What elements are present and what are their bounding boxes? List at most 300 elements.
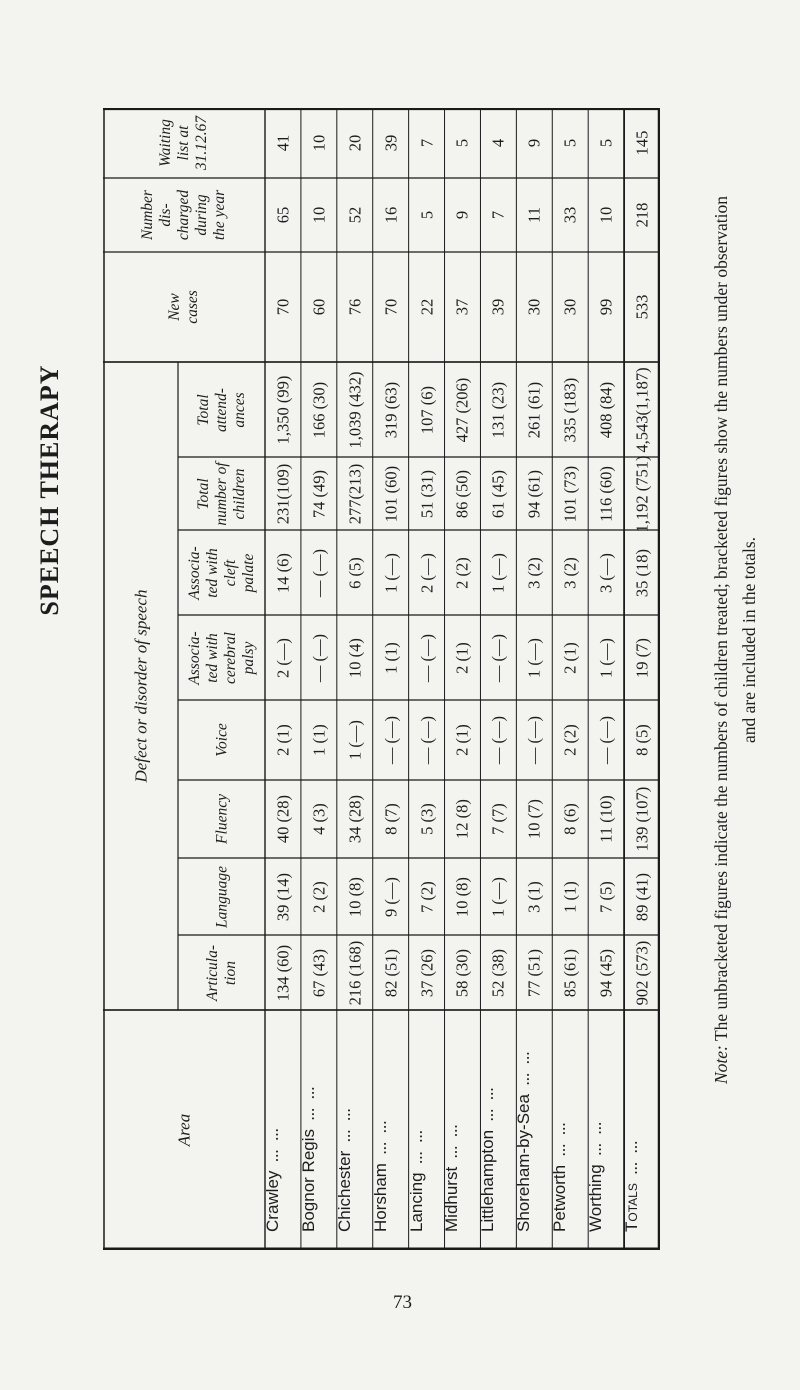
cell-total-attendances-text: 4,543(1,187) [632,366,652,453]
cell-language [445,858,481,935]
page-title [10,0,90,1390]
cell-waiting-list [265,108,301,178]
cell-cleft-palate [480,530,516,615]
cell-total-attendances-text: 408 (84) [596,381,616,438]
cell-total-children-text: 231(109) [273,463,293,524]
cell-voice [516,700,552,780]
cell-fluency-text: 34 (28) [345,794,365,844]
header-waiting-list [103,108,265,178]
area-name: Bognor Regis [298,1128,318,1232]
cell-articulation [373,935,409,1010]
cell-discharged-text: 11 [524,207,544,223]
header-new-cases [103,252,265,362]
cell-voice [409,700,445,780]
cell-discharged [552,178,588,252]
cell-new-cases [373,252,409,362]
cell-fluency [373,780,409,858]
cell-new-cases-text: 37 [452,298,472,316]
cell-waiting-list-text: 20 [345,134,365,152]
leader-dots: ... ... [298,1086,318,1129]
cell-waiting-list-text: 5 [560,138,580,148]
cell-language [337,858,373,935]
area-name-cell [406,1010,445,1250]
cell-new-cases [445,252,481,362]
cell-language-text: 39 (14) [273,872,293,921]
cell-cerebral-palsy-text: 19 (7) [632,637,652,678]
cell-total-children-text: 101 (73) [560,465,580,522]
leader-dots: ... ... [334,1108,354,1151]
cell-total-children [265,457,301,530]
footnote-label: Note: [711,1045,731,1084]
cell-total-attendances [624,362,660,457]
cell-articulation-text: 216 (168) [345,940,365,1005]
cell-language [265,858,301,935]
cell-voice [445,700,481,780]
cell-cleft-palate [301,530,337,615]
cell-new-cases [409,252,445,362]
cell-discharged [445,178,481,252]
cell-cerebral-palsy [409,615,445,700]
cell-new-cases-text: 22 [417,298,437,316]
cell-total-children-text: 94 (61) [524,469,544,518]
area-name-cell [624,1010,660,1250]
cell-language [516,858,552,935]
cell-total-children [301,457,337,530]
cell-cleft-palate-text: 35 (18) [632,548,652,597]
cell-cerebral-palsy [445,615,481,700]
cell-language [552,858,588,935]
footnote [680,0,790,1390]
cell-discharged [265,178,301,252]
cell-discharged [301,178,337,252]
cell-articulation [301,935,337,1010]
cell-total-children-text: 277(213) [345,463,365,524]
cell-cleft-palate [516,530,552,615]
area-name: Worthing [586,1164,606,1232]
area-name: Littlehampton [478,1129,498,1232]
cell-new-cases [301,252,337,362]
cell-cleft-palate-text: 1 (—) [381,552,401,593]
footnote-line-2: and are included in the totals. [739,536,759,744]
cell-cleft-palate [445,530,481,615]
cell-voice-text: — (—) [596,715,616,765]
cell-fluency [552,780,588,858]
cell-articulation-text: 77 (51) [524,948,544,997]
cell-language [373,858,409,935]
cell-cerebral-palsy-text: — (—) [488,633,508,682]
area-name: Lancing [406,1172,426,1232]
cell-cleft-palate [373,530,409,615]
cell-fluency [265,780,301,858]
cell-articulation-text: 85 (61) [560,948,580,997]
cell-new-cases-text: 70 [273,298,293,316]
cell-cleft-palate [552,530,588,615]
cell-cerebral-palsy-text: 2 (1) [452,641,472,674]
area-name: Midhurst [442,1166,462,1232]
cell-waiting-list-text: 5 [452,138,472,148]
header-total-attendances [178,362,265,457]
cell-language-text: 3 (1) [524,880,544,913]
cell-discharged-text: 5 [417,210,437,220]
cell-cleft-palate [588,530,624,615]
cell-cerebral-palsy-text: 10 (4) [345,637,365,678]
cell-fluency-text: 8 (6) [560,803,580,835]
cell-cerebral-palsy [480,615,516,700]
cell-articulation-text: 902 (573) [632,940,652,1005]
cell-cerebral-palsy [301,615,337,700]
cell-discharged-text: 65 [273,206,293,224]
cell-discharged [624,178,660,252]
cell-fluency [337,780,373,858]
cell-language-text: 7 (5) [596,880,616,913]
cell-articulation [588,935,624,1010]
header-voice-text: Voice [213,723,230,757]
cell-voice-text: — (—) [417,715,437,765]
cell-voice [480,700,516,780]
cell-fluency-text: 7 (7) [488,803,508,835]
header-total-attendances-text: Total attend- ances [194,387,248,432]
cell-waiting-list [373,108,409,178]
area-name-cell [370,1010,409,1250]
cell-total-attendances [480,362,516,457]
cell-cerebral-palsy [552,615,588,700]
cell-total-attendances-text: 1,350 (99) [273,375,293,444]
cell-total-attendances [337,362,373,457]
cell-waiting-list [409,108,445,178]
cell-cerebral-palsy-text: 2 (—) [273,637,293,678]
cell-total-attendances [373,362,409,457]
cell-fluency [445,780,481,858]
header-area-text: Area [174,1113,194,1147]
cell-cleft-palate-text: 3 (—) [596,552,616,593]
header-articulation [178,935,265,1010]
cell-cerebral-palsy-text: 1 (1) [381,641,401,674]
leader-dots: ... ... [550,1122,570,1165]
cell-cerebral-palsy [265,615,301,700]
cell-fluency-text: 12 (8) [452,799,472,839]
cell-discharged-text: 10 [309,206,329,224]
cell-total-attendances-text: 131 (23) [488,381,508,438]
cell-waiting-list-text: 9 [524,138,544,148]
footnote-line-1: The unbracketed figures indicate the numbers of children treated; bracketed figures show the numbers under observation [711,196,731,1042]
area-name: Petworth [550,1164,570,1232]
page-title-text: SPEECH THERAPY [35,364,64,616]
cell-waiting-list-text: 145 [632,130,652,156]
cell-articulation [409,935,445,1010]
cell-articulation [265,935,301,1010]
cell-cerebral-palsy-text: 2 (1) [560,641,580,674]
cell-language-text: 1 (1) [560,880,580,913]
area-name-cell [442,1010,481,1250]
header-total-children-text: Total number of children [194,461,248,526]
header-defect-group-text: Defect or disorder of speech [131,589,150,783]
cell-total-children-text: 51 (31) [417,469,437,518]
cell-voice-text: 8 (5) [632,724,652,756]
cell-discharged-text: 52 [345,206,365,224]
header-language-text: Language [213,865,230,928]
page-number: 73 [393,1292,412,1313]
cell-articulation [445,935,481,1010]
cell-new-cases-text: 30 [560,298,580,316]
area-name-cell [588,1010,624,1250]
cell-discharged-text: 218 [632,202,652,228]
cell-voice-text: 2 (2) [560,724,580,756]
cell-articulation-text: 94 (45) [596,948,616,997]
cell-fluency-text: 11 (10) [596,795,616,843]
leader-dots: ... ... [622,1140,642,1184]
cell-discharged-text: 33 [560,206,580,224]
area-name: Horsham [370,1163,390,1232]
cell-articulation-text: 67 (43) [309,948,329,997]
cell-waiting-list [516,108,552,178]
cell-new-cases-text: 99 [596,298,616,316]
header-voice [178,700,265,780]
cell-total-attendances-text: 166 (30) [309,381,329,438]
cell-discharged-text: 16 [381,206,401,224]
cell-articulation-text: 58 (30) [452,948,472,997]
cell-total-attendances [409,362,445,457]
cell-cerebral-palsy-text: 1 (—) [524,637,544,678]
cell-cleft-palate-text: 2 (—) [417,552,437,593]
cell-new-cases [265,252,301,362]
cell-language-text: 7 (2) [417,880,437,913]
cell-language-text: 2 (2) [309,880,329,913]
cell-cerebral-palsy-text: — (—) [417,633,437,682]
cell-voice-text: — (—) [381,715,401,765]
cell-waiting-list [301,108,337,178]
cell-cleft-palate-text: 6 (5) [345,556,365,589]
header-waiting-list-text: Waiting list at 31.12.67 [157,115,210,171]
cell-cleft-palate-text: 2 (2) [452,556,472,589]
leader-dots: ... ... [586,1121,606,1165]
cell-total-children [337,457,373,530]
cell-language-text: 9 (—) [381,876,401,917]
cell-new-cases-text: 60 [309,298,329,316]
header-fluency-text: Fluency [213,794,230,844]
cell-articulation [516,935,552,1010]
header-cleft-palate [178,530,265,615]
cell-fluency-text: 5 (3) [417,803,437,835]
cell-fluency-text: 40 (28) [273,794,293,844]
cell-cerebral-palsy [516,615,552,700]
area-name: Shoreham-by-Sea [514,1094,534,1232]
cell-total-children-text: 101 (60) [381,465,401,522]
header-cerebral-palsy-text: Associa- ted with cerebral palsy [185,630,257,685]
cell-voice-text: — (—) [524,715,544,765]
cell-total-children [588,457,624,530]
cell-new-cases [588,252,624,362]
header-cleft-palate-text: Associa- ted with cleft palate [185,545,257,600]
cell-fluency [588,780,624,858]
cell-total-attendances [516,362,552,457]
cell-total-attendances-text: 1,039 (432) [345,371,365,448]
cell-total-attendances-text: 261 (61) [524,381,544,438]
cell-discharged [588,178,624,252]
cell-articulation-text: 52 (38) [488,948,508,997]
cell-total-attendances-text: 427 (206) [452,377,472,442]
cell-total-children [624,457,660,530]
cell-waiting-list-text: 10 [309,134,329,152]
cell-new-cases [516,252,552,362]
header-area [103,1010,265,1250]
cell-discharged [516,178,552,252]
cell-voice-text: 1 (1) [309,724,329,756]
cell-total-children-text: 116 (60) [596,465,616,522]
cell-voice [373,700,409,780]
cell-discharged-text: 7 [488,210,508,220]
cell-new-cases-text: 76 [345,298,365,316]
leader-dots: ... ... [514,1051,534,1095]
leader-dots: ... ... [442,1124,462,1167]
cell-new-cases [624,252,660,362]
cell-fluency-text: 10 (7) [524,799,544,839]
cell-discharged [337,178,373,252]
cell-total-children [516,457,552,530]
cell-total-children [373,457,409,530]
cell-total-children [445,457,481,530]
cell-cleft-palate-text: 14 (6) [273,552,293,593]
cell-waiting-list [552,108,588,178]
cell-total-children-text: 61 (45) [488,469,508,518]
cell-waiting-list [480,108,516,178]
cell-fluency-text: 8 (7) [381,803,401,835]
header-language [178,858,265,935]
leader-dots: ... ... [262,1128,282,1171]
cell-new-cases-text: 70 [381,298,401,316]
cell-new-cases-text: 533 [632,294,652,320]
header-cerebral-palsy [178,615,265,700]
cell-fluency-text: 4 (3) [309,803,329,835]
cell-discharged-text: 9 [452,210,472,220]
cell-voice [301,700,337,780]
cell-language [409,858,445,935]
cell-language-text: 10 (8) [452,876,472,917]
cell-articulation [552,935,588,1010]
cell-fluency [480,780,516,858]
cell-total-children-text: 1,192 (751) [632,455,652,532]
area-name-cell [298,1010,337,1250]
cell-discharged [480,178,516,252]
area-name-cell [262,1010,301,1250]
cell-fluency [409,780,445,858]
cell-articulation [480,935,516,1010]
cell-voice [624,700,660,780]
cell-waiting-list [624,108,660,178]
cell-new-cases-text: 39 [488,298,508,316]
cell-total-attendances [588,362,624,457]
cell-voice [588,700,624,780]
cell-cleft-palate-text: 3 (2) [560,556,580,589]
cell-total-attendances [265,362,301,457]
cell-cleft-palate [265,530,301,615]
cell-voice-text: — (—) [488,715,508,765]
area-name-cell [552,1010,588,1250]
cell-total-children-text: 86 (50) [452,469,472,518]
area-name-cell [334,1010,373,1250]
cell-total-children-text: 74 (49) [309,469,329,518]
cell-fluency-text: 139 (107) [632,786,652,852]
header-discharged-text: Number dis- charged during the year [139,189,228,241]
cell-cerebral-palsy-text: 1 (—) [596,637,616,678]
area-name: Crawley [262,1170,282,1232]
cell-new-cases [480,252,516,362]
cell-total-attendances-text: 107 (6) [417,385,437,434]
leader-dots: ... ... [406,1129,426,1173]
header-total-children [178,457,265,530]
cell-cerebral-palsy [588,615,624,700]
cell-new-cases [552,252,588,362]
cell-voice [265,700,301,780]
header-discharged [103,178,265,252]
cell-voice [337,700,373,780]
cell-voice-text: 1 (—) [345,720,365,760]
cell-language [301,858,337,935]
cell-language-text: 89 (41) [632,872,652,921]
cell-total-attendances [552,362,588,457]
cell-language [624,858,660,935]
area-name: Totals [622,1183,642,1232]
cell-articulation-text: 37 (26) [417,948,437,997]
cell-fluency [624,780,660,858]
header-defect-group [103,362,178,1010]
cell-waiting-list [588,108,624,178]
header-new-cases-text: New cases [166,290,201,324]
cell-waiting-list-text: 39 [381,134,401,152]
cell-cerebral-palsy [373,615,409,700]
cell-articulation-text: 82 (51) [381,948,401,997]
cell-articulation [624,935,660,1010]
cell-discharged-text: 10 [596,206,616,224]
cell-articulation-text: 134 (60) [273,944,293,1001]
cell-cleft-palate [624,530,660,615]
cell-cleft-palate-text: 3 (2) [524,556,544,589]
area-name: Chichester [334,1150,354,1232]
cell-total-attendances-text: 335 (183) [560,377,580,442]
cell-waiting-list [445,108,481,178]
cell-articulation [337,935,373,1010]
cell-total-attendances [445,362,481,457]
cell-language-text: 1 (—) [488,876,508,917]
cell-total-attendances [301,362,337,457]
cell-cleft-palate-text: — (—) [309,548,329,597]
cell-total-children [480,457,516,530]
cell-waiting-list [337,108,373,178]
cell-cerebral-palsy-text: — (—) [309,633,329,682]
cell-waiting-list-text: 4 [488,138,508,148]
cell-voice [552,700,588,780]
cell-total-attendances-text: 319 (63) [381,381,401,438]
cell-cleft-palate [409,530,445,615]
header-fluency [178,780,265,858]
cell-total-children [409,457,445,530]
cell-language-text: 10 (8) [345,876,365,917]
cell-waiting-list-text: 41 [273,134,293,152]
cell-cleft-palate [337,530,373,615]
area-name-cell [516,1010,552,1250]
cell-waiting-list-text: 7 [417,138,437,148]
cell-total-children [552,457,588,530]
cell-cerebral-palsy [624,615,660,700]
cell-voice-text: 2 (1) [452,724,472,756]
header-articulation-text: Articula- tion [203,944,239,1001]
cell-waiting-list-text: 5 [596,138,616,148]
cell-fluency [516,780,552,858]
cell-new-cases [337,252,373,362]
leader-dots: ... ... [478,1087,498,1130]
cell-cleft-palate-text: 1 (—) [488,552,508,593]
cell-language [480,858,516,935]
cell-new-cases-text: 30 [524,298,544,316]
